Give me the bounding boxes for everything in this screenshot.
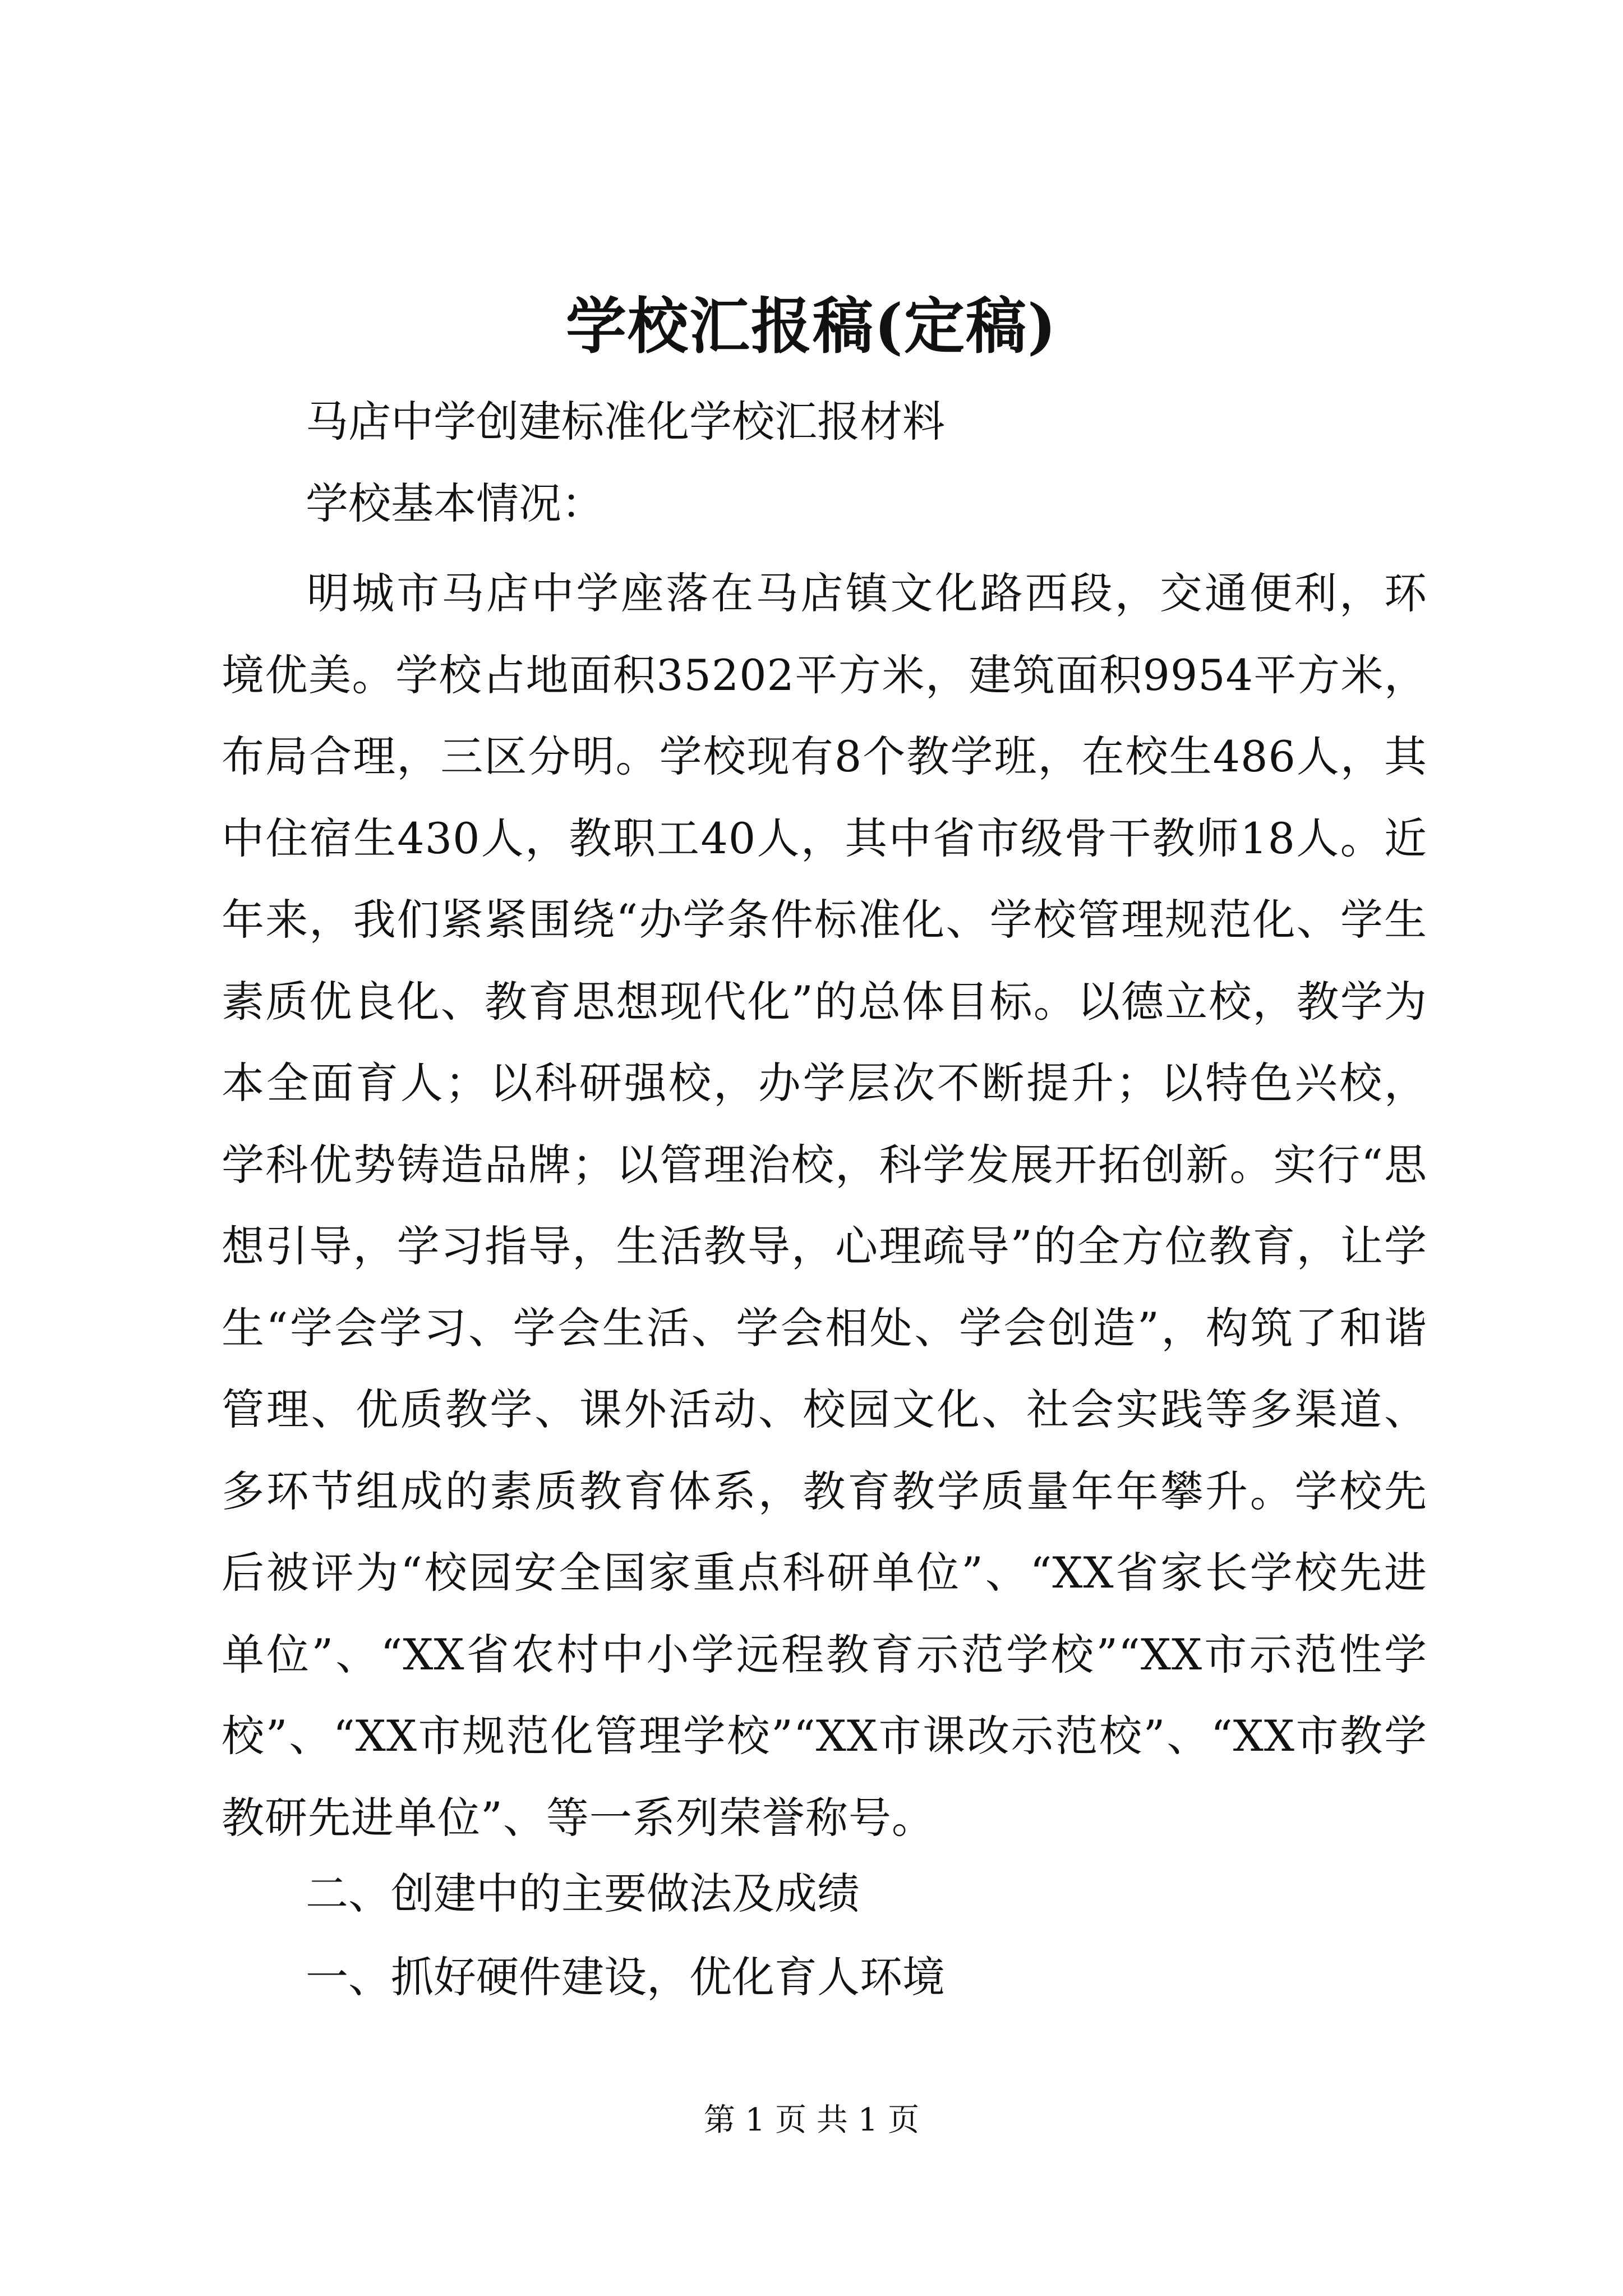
section-heading-methods: 二、创建中的主要做法及成绩 (306, 1869, 860, 1918)
page-footer: 第 1 页 共 1 页 (703, 2102, 920, 2138)
body-paragraph: 明城市马店中学座落在马店镇文化路西段，交通便利，环境优美。学校占地面积35202平方米，建筑面积9954平方米，布局合理，三区分明。学校现有8个教学班，在校生486人，其中住宿生430人，教职工40人，其中省市级骨干教师18人。近年来，我们紧紧围绕“办学条件标准化、学校管理规范化、学生素质优良化、教育思想现代化”的总体目标。以德立校，教学为本全面育人；以科研强校，办学层次不断提升；以特色兴校，学科优势铸造品牌；以管理治校，科学发展开拓创新。实行“思想引导，学习指导，生活教导，心理疏导”的全方位教育，让学生“学会学习、学会生活、学会相处、学会创造”，构筑了和谐管理、优质教学、课外活动、校园文化、社会实践等多渠道、多环节组成的素质教育体系，教育教学质量年年攀升。学校先后被评为“校园安全国家重点科研单位”、“XX省家长学校先进单位”、“XX省农村中小学远程教育示范学校”“XX市示范性学校”、“XX市规范化管理学校”“XX市课改示范校”、“XX市教学教研先进单位”、等一系列荣誉称号。 (222, 568, 1427, 1843)
section-heading-hardware: 一、抓好硬件建设，优化育人环境 (306, 1952, 945, 2002)
document-subtitle: 马店中学创建标准化学校汇报材料 (306, 397, 945, 447)
document-title: 学校汇报稿(定稿) (565, 291, 1058, 362)
section-heading-basic-info: 学校基本情况： (306, 478, 604, 528)
